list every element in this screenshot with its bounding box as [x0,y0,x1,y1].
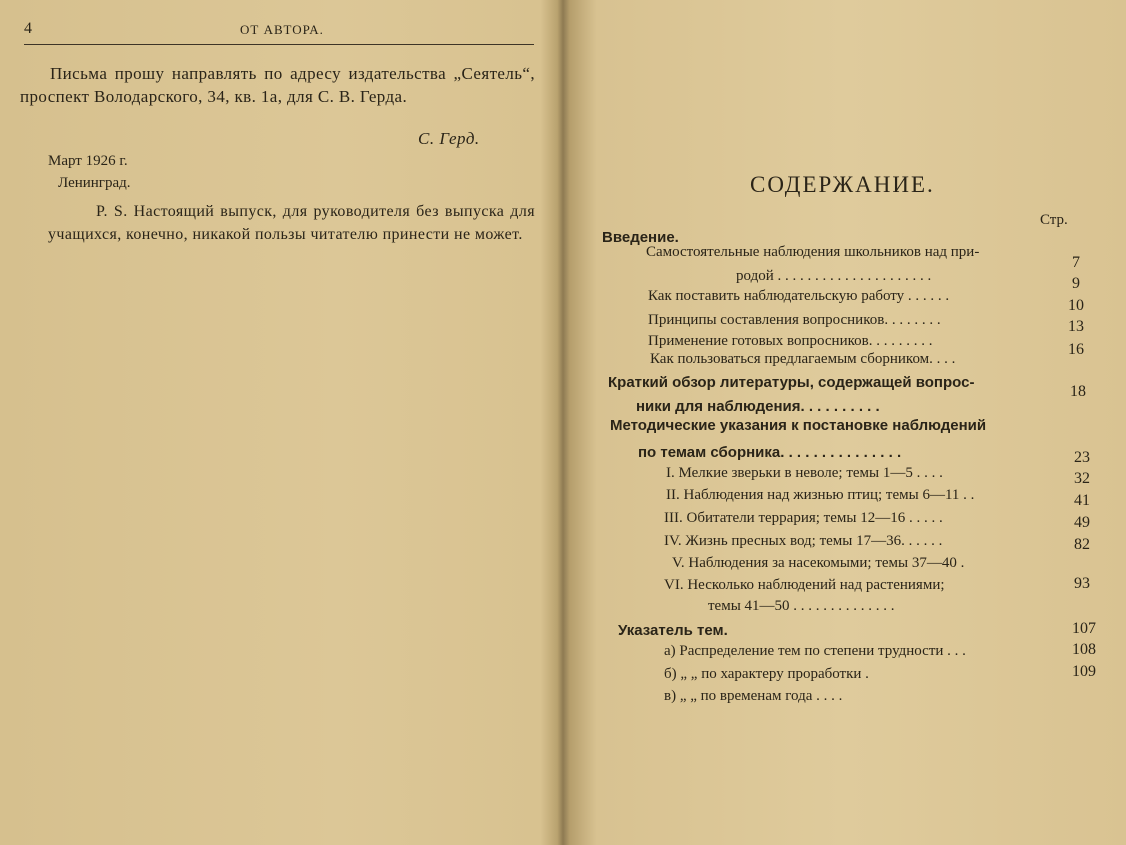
toc-entry: Принципы составления вопросников. . . . . . . . [648,312,941,328]
toc-entry: Указатель тем. [618,622,728,639]
toc-page-number: 9 [1072,275,1080,292]
toc-entry: Самостоятельные наблюдения школьников над при- [646,244,980,260]
left-page [0,0,556,845]
toc-entry: ники для наблюдения. . . . . . . . . . [636,398,880,415]
toc-page-number: 107 [1072,620,1096,637]
toc-page-number: 13 [1068,318,1084,335]
toc-entry: в) „ „ по временам года . . . . [664,688,843,704]
toc-page-number: 109 [1072,663,1096,680]
toc-page-number: 108 [1072,641,1096,658]
running-head-title: ОТ АВТОРА. [240,22,324,37]
date-line: Март 1926 г. [48,153,128,169]
toc-page-number: 16 [1068,341,1084,358]
toc-entry: Как пользоваться предлагаемым сборником. . . . [650,351,956,367]
toc-page-number: 7 [1072,254,1080,271]
toc-page-number: 18 [1070,383,1086,400]
toc-entry: темы 41—50 . . . . . . . . . . . . . . [708,598,895,614]
toc-page-number: 49 [1074,514,1090,531]
toc-entry: Методические указания к постановке наблюдений [610,417,987,434]
toc-entry: III. Обитатели террария; темы 12—16 . . . . . [664,510,943,526]
signature: С. Герд. [418,129,480,148]
toc-page-number: 82 [1074,536,1090,553]
page-number: 4 [24,20,32,37]
toc-entry: по темам сборника. . . . . . . . . . . . . . . [638,444,902,461]
running-head [24,18,534,45]
toc-entry: Введение. [602,229,679,246]
toc-entry: Применение готовых вопросников. . . . . . . . . [648,333,933,349]
toc-entry: II. Наблюдения над жизнью птиц; темы 6—11 . . [666,487,975,503]
city-line: Ленинград. [58,175,131,191]
toc-page-number: 93 [1074,575,1090,592]
toc-entry: б) „ „ по характеру проработки . [664,666,869,682]
toc-entry: а) Распределение тем по степени трудности . . . [664,643,966,659]
toc-entry: Как поставить наблюдательскую работу . . . . . . [648,288,950,304]
right-page [560,0,1126,845]
toc-page-number: 10 [1068,297,1084,314]
toc-entry: IV. Жизнь пресных вод; темы 17—36. . . . . . [664,533,943,549]
toc-page-number: 23 [1074,449,1090,466]
letter-paragraph: Письма прошу направлять по адресу издательства „Сеятель“, проспект Володарского, 34, кв. 1а, для С. В. Герда. [20,64,535,106]
toc-entry: V. Наблюдения за насекомыми; темы 37—40 . [672,555,965,571]
toc-entry: VI. Несколько наблюдений над растениями; [664,577,945,593]
toc-page-number: 41 [1074,492,1090,509]
toc-entry: Краткий обзор литературы, содержащей вопрос- [608,374,975,391]
page-column-label: Стр. [1040,212,1068,228]
toc-entry: родой . . . . . . . . . . . . . . . . . . . . . [736,268,932,284]
toc-entry: I. Мелкие зверьки в неволе; темы 1—5 . . . . [666,465,943,481]
toc-page-number: 32 [1074,470,1090,487]
postscript-paragraph: P. S. Настоящий выпуск, для руководителя без выпуска для учащихся, конечно, никакой пользы читателю принести не может. [48,203,535,243]
toc-title: СОДЕРЖАНИЕ. [750,172,935,197]
